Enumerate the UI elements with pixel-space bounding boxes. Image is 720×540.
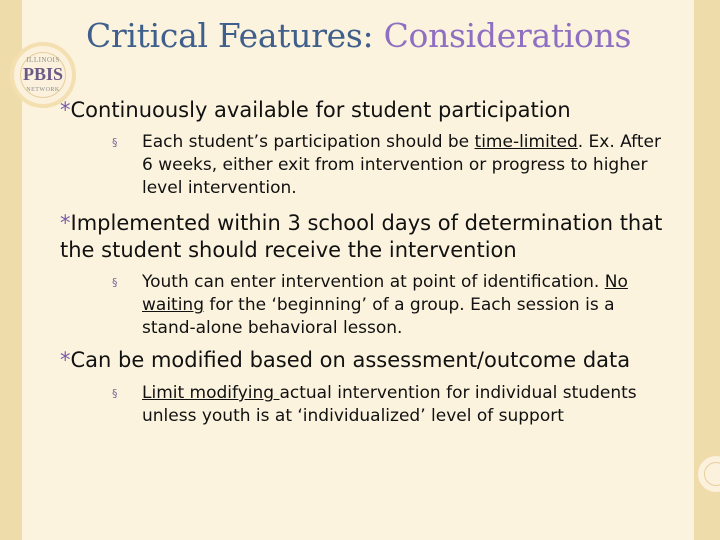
logo-top-text: ILLINOIS	[26, 56, 60, 64]
decorative-circle-ring	[704, 462, 720, 486]
logo-main-text: PBIS	[22, 64, 64, 84]
sub-bullet-icon: §	[112, 276, 118, 289]
sub-underlined-text: No waiting	[142, 272, 628, 315]
sub-bullet-icon: §	[112, 387, 118, 400]
sub-text: . Ex. After 6 weeks, either exit from intervention or progress to higher level intervention.	[142, 132, 661, 198]
main-point-1	[60, 97, 680, 124]
sub-underlined-text: time-limited	[474, 132, 578, 152]
logo-bottom-text: NETWORK	[26, 87, 60, 93]
sub-underlined-text: Limit modifying	[142, 383, 280, 403]
page-title	[86, 16, 631, 55]
sub-point-3	[142, 382, 682, 428]
sub-text: Each student’s participation should be	[142, 132, 475, 152]
sub-text: Youth can enter intervention at point of identification.	[142, 272, 605, 292]
main-point-2	[60, 210, 690, 264]
star-marker: *	[60, 348, 71, 372]
star-marker: *	[60, 211, 71, 235]
sub-point-1	[142, 131, 672, 200]
main-point-text: Implemented within 3 school days of determination that the student should receive the intervention	[60, 211, 663, 262]
main-point-text: Continuously available for student participation	[70, 98, 571, 122]
star-marker: *	[60, 98, 71, 122]
main-point-3	[60, 347, 690, 374]
title-part1: Critical Features:	[86, 16, 384, 55]
main-point-text: Can be modified based on assessment/outcome data	[70, 348, 631, 372]
sub-text: for the ‘beginning’ of a group. Each session is a stand-alone behavioral lesson.	[142, 295, 615, 338]
title-part2: Considerations	[383, 16, 632, 55]
slide-panel	[22, 0, 694, 540]
sub-point-2	[142, 271, 672, 340]
sub-text: actual intervention for individual students unless youth is at ‘individualized’ level of support	[142, 383, 637, 426]
sub-bullet-icon: §	[112, 136, 118, 149]
